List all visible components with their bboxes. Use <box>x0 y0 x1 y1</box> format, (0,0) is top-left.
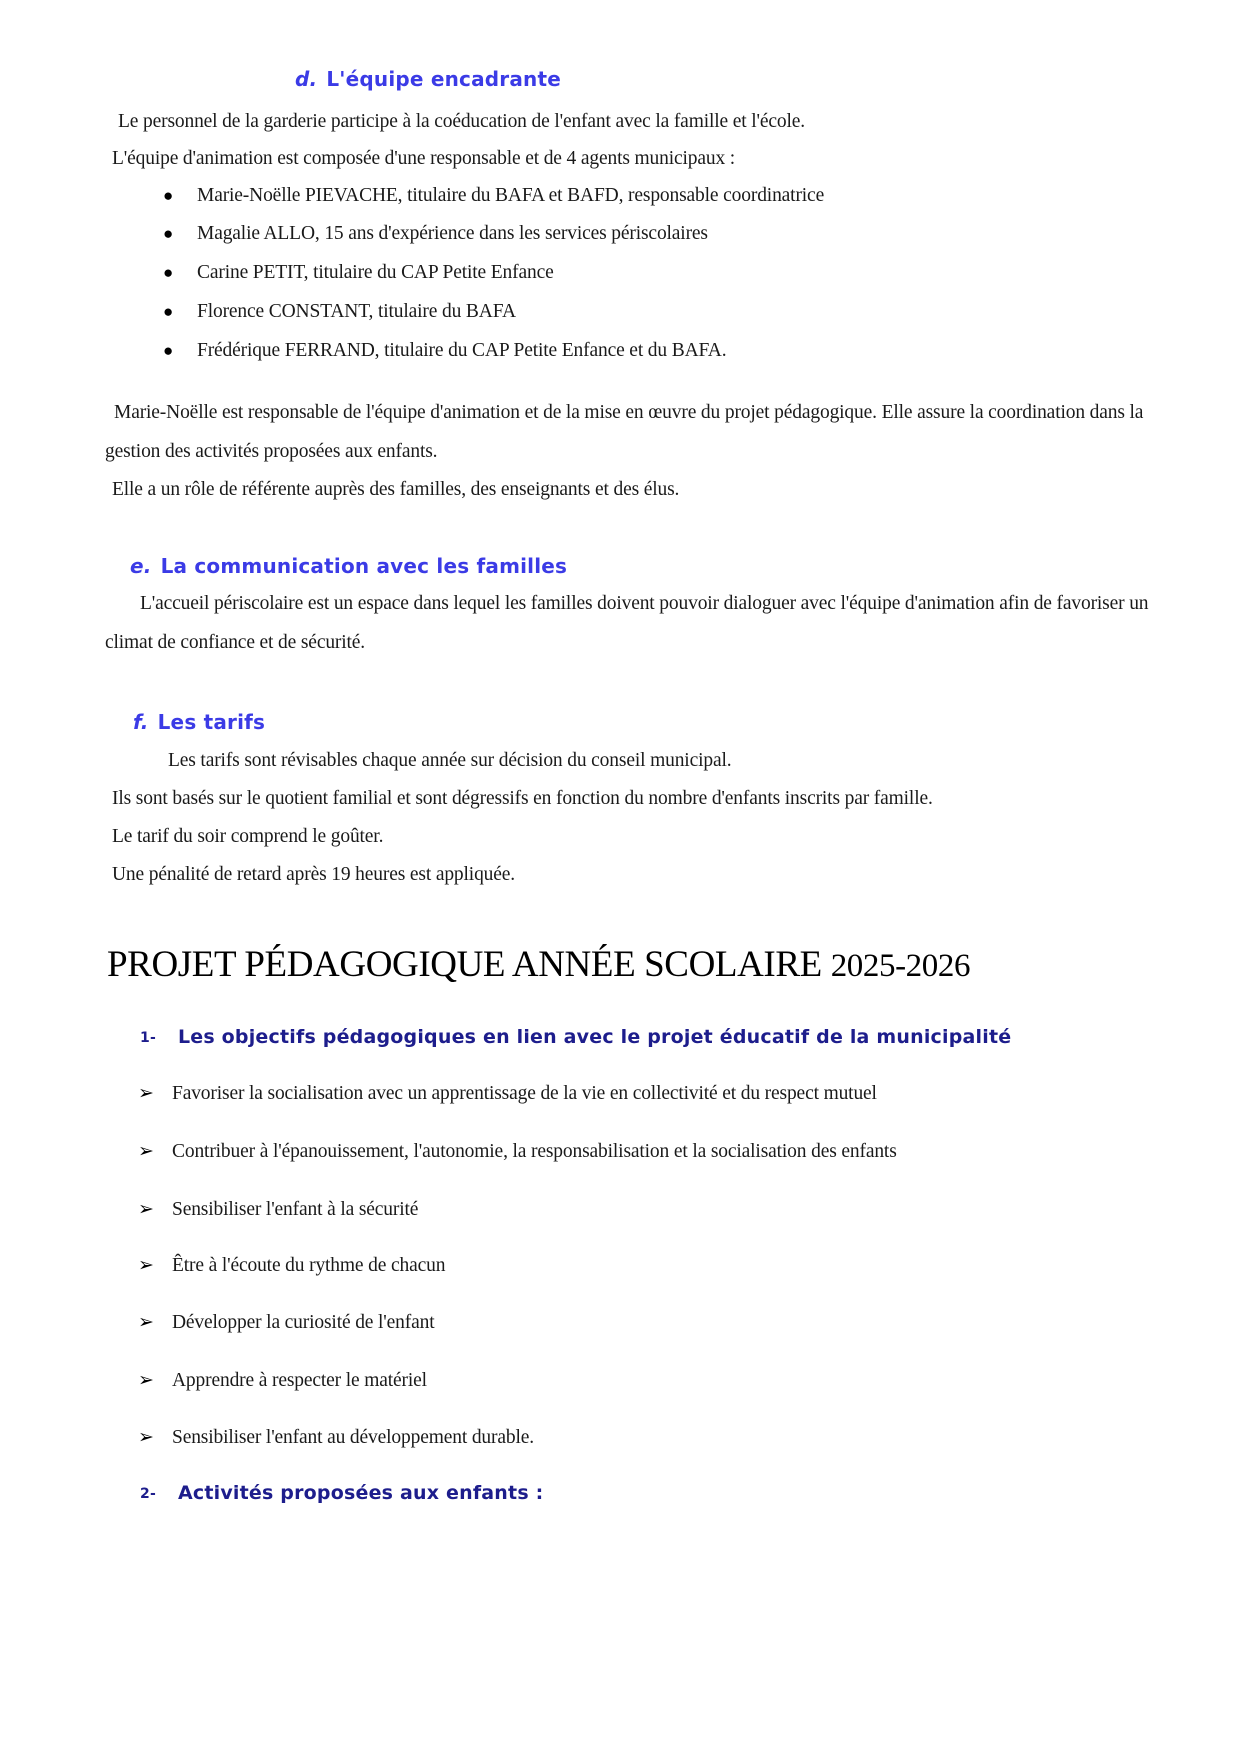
list-item <box>163 222 708 246</box>
list-item <box>138 1369 427 1393</box>
objective-0: Favoriser la socialisation avec un apprentissage de la vie en collectivité et du respect mutuel <box>172 1083 877 1104</box>
objective-5: Apprendre à respecter le matériel <box>172 1370 427 1391</box>
bullet-disc-icon: ● <box>163 302 174 321</box>
heading-section-2-title: Activités proposées aux enfants : <box>177 1482 544 1504</box>
heading-section-e-title: La communication avec les familles <box>160 554 568 578</box>
list-item <box>138 1426 534 1450</box>
staff-name-4: Frédérique FERRAND, titulaire du CAP Petite Enfance et du BAFA. <box>197 340 727 361</box>
list-item <box>163 300 516 324</box>
bullet-arrow-icon: ➢ <box>138 1082 154 1104</box>
list-item <box>138 1198 418 1222</box>
bullet-arrow-icon: ➢ <box>138 1369 154 1391</box>
heading-section-f-title: Les tarifs <box>157 710 266 734</box>
list-item <box>138 1254 445 1278</box>
page-title <box>107 943 970 986</box>
bullet-disc-icon: ● <box>163 186 174 205</box>
heading-section-f-marker: f. <box>133 710 149 734</box>
section-d-intro-line-1: Le personnel de la garderie participe à la coéducation de l'enfant avec la famille et l'école. <box>118 111 805 132</box>
section-d-paragraph-line-2: gestion des activités proposées aux enfants. <box>105 441 438 462</box>
list-item <box>163 261 554 285</box>
list-item <box>138 1311 435 1335</box>
section-f-line-2: Ils sont basés sur le quotient familial et sont dégressifs en fonction du nombre d'enfants inscrits par famille. <box>112 788 933 809</box>
heading-section-d-marker: d. <box>295 67 318 91</box>
heading-section-2-number: 2- <box>140 1486 156 1502</box>
section-f-line-3: Le tarif du soir comprend le goûter. <box>112 826 384 847</box>
section-e-paragraph-line-2: climat de confiance et de sécurité. <box>105 632 366 653</box>
heading-section-d-title: L'équipe encadrante <box>326 67 562 91</box>
bullet-disc-icon: ● <box>163 341 174 360</box>
heading-section-d <box>295 67 561 91</box>
staff-name-3: Florence CONSTANT, titulaire du BAFA <box>197 301 516 322</box>
page-title-year: 2025-2026 <box>830 948 971 984</box>
objective-3: Être à l'écoute du rythme de chacun <box>172 1255 446 1276</box>
bullet-arrow-icon: ➢ <box>138 1311 154 1333</box>
heading-section-1-title: Les objectifs pédagogiques en lien avec le projet éducatif de la municipalité <box>177 1026 1012 1048</box>
heading-section-e <box>130 554 567 578</box>
staff-name-2: Carine PETIT, titulaire du CAP Petite Enfance <box>197 262 554 283</box>
list-item <box>138 1140 897 1164</box>
section-d-intro-line-2: L'équipe d'animation est composée d'une responsable et de 4 agents municipaux : <box>112 148 736 169</box>
bullet-arrow-icon: ➢ <box>138 1426 154 1448</box>
heading-section-1-number: 1- <box>140 1030 156 1046</box>
bullet-disc-icon: ● <box>163 263 174 282</box>
staff-name-0: Marie-Noëlle PIEVACHE, titulaire du BAFA et BAFD, responsable coordinatrice <box>197 185 825 206</box>
bullet-arrow-icon: ➢ <box>138 1254 154 1276</box>
staff-name-1: Magalie ALLO, 15 ans d'expérience dans les services périscolaires <box>197 223 708 244</box>
list-item <box>163 184 824 208</box>
page-title-text: PROJET PÉDAGOGIQUE ANNÉE SCOLAIRE <box>107 944 831 985</box>
objective-6: Sensibiliser l'enfant au développement durable. <box>172 1427 534 1448</box>
objective-4: Développer la curiosité de l'enfant <box>172 1312 435 1333</box>
section-e-paragraph-line-1: L'accueil périscolaire est un espace dans lequel les familles doivent pouvoir dialoguer avec l'équipe d'animation afin de favoriser un <box>140 593 1149 614</box>
objective-1: Contribuer à l'épanouissement, l'autonomie, la responsabilisation et la socialisation des enfants <box>172 1141 897 1162</box>
heading-section-e-marker: e. <box>130 554 152 578</box>
section-d-paragraph-line-3: Elle a un rôle de référente auprès des familles, des enseignants et des élus. <box>112 479 680 500</box>
heading-section-1 <box>140 1026 1011 1048</box>
section-f-line-1: Les tarifs sont révisables chaque année sur décision du conseil municipal. <box>168 750 732 771</box>
heading-section-2 <box>140 1482 543 1504</box>
bullet-disc-icon: ● <box>163 224 174 243</box>
heading-section-f <box>133 710 265 734</box>
list-item <box>138 1082 877 1106</box>
list-item <box>163 339 726 363</box>
section-d-paragraph-line-1: Marie-Noëlle est responsable de l'équipe d'animation et de la mise en œuvre du projet pédagogique. Elle assure la coordination dans la <box>114 402 1144 423</box>
objective-2: Sensibiliser l'enfant à la sécurité <box>172 1199 419 1220</box>
section-f-line-4: Une pénalité de retard après 19 heures est appliquée. <box>112 864 515 885</box>
bullet-arrow-icon: ➢ <box>138 1198 154 1220</box>
bullet-arrow-icon: ➢ <box>138 1140 154 1162</box>
